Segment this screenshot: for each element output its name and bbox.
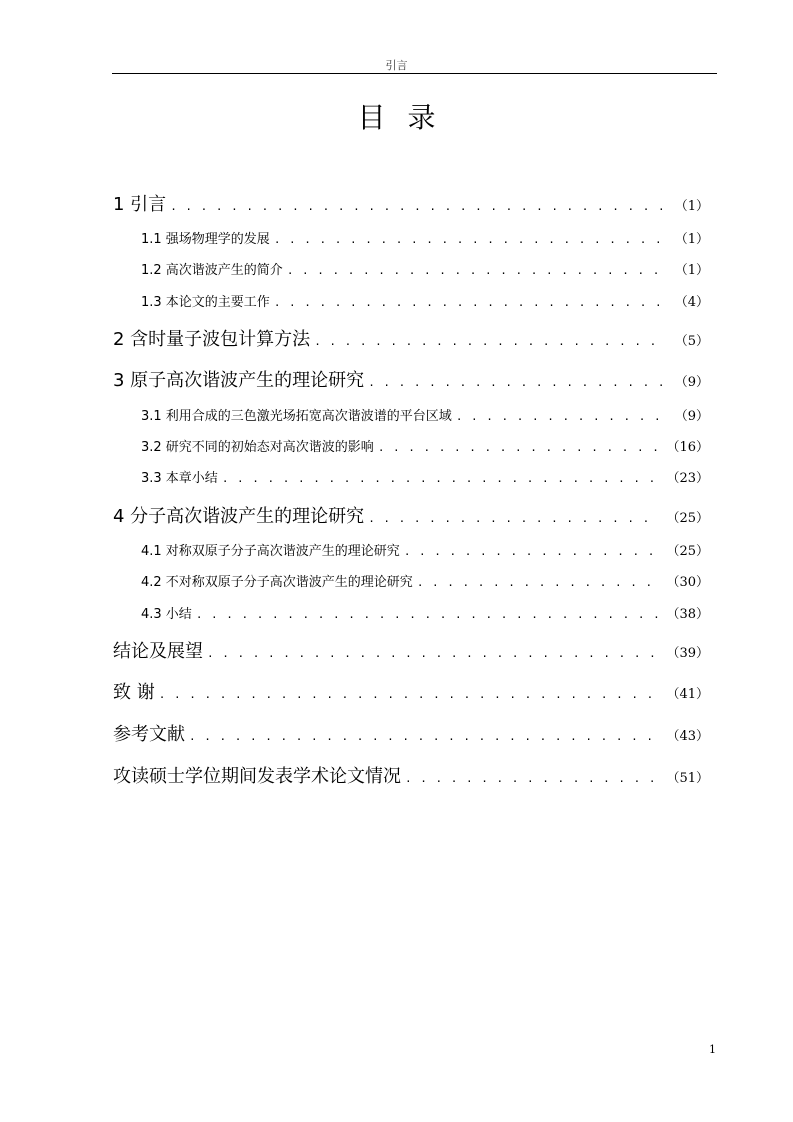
toc-entry[interactable]	[141, 259, 709, 278]
toc-entry-page: （9）	[674, 375, 709, 390]
toc-entry[interactable]	[113, 762, 709, 788]
toc-entry-page: （23）	[666, 471, 709, 486]
dot-leader	[456, 410, 667, 423]
toc-entry[interactable]	[113, 637, 709, 663]
toc-entry-page: （39）	[666, 646, 709, 661]
toc-entry-page: （4）	[674, 295, 709, 310]
toc-entry-page: （25）	[666, 511, 709, 526]
dot-leader	[159, 688, 661, 701]
dot-leader	[404, 545, 661, 558]
toc-entry-label: 1 引言	[113, 194, 167, 215]
toc-entry-label: 1.2 高次谐波产生的简介	[141, 263, 283, 278]
toc-entry[interactable]	[141, 436, 709, 455]
dot-leader	[207, 647, 660, 660]
toc-entry-label: 攻读硕士学位期间发表学术论文情况	[113, 766, 401, 787]
page-number: 1	[709, 1043, 716, 1056]
toc-entry[interactable]	[113, 678, 709, 704]
toc-entry-label: 4.3 小结	[141, 607, 192, 622]
toc-entry-page: （5）	[674, 334, 709, 349]
toc-entry[interactable]	[141, 467, 709, 486]
toc-entry-page: （38）	[666, 607, 709, 622]
toc-entry-label: 1.1 强场物理学的发展	[141, 232, 270, 247]
dot-leader	[287, 264, 667, 277]
dot-leader	[378, 441, 661, 454]
toc-entry-page: （9）	[674, 409, 709, 424]
toc-entry-page: （16）	[666, 440, 709, 455]
toc-entry-label: 3.1 利用合成的三色激光场拓宽高次谐波谱的平台区域	[141, 409, 452, 424]
toc-entry-page: （30）	[666, 575, 709, 590]
toc-entry-label: 4 分子高次谐波产生的理论研究	[113, 506, 365, 527]
toc-entry-page: （1）	[674, 263, 709, 278]
toc-entry[interactable]	[141, 405, 709, 424]
dot-leader	[417, 576, 661, 589]
dot-leader	[274, 233, 667, 246]
toc-entry[interactable]	[141, 540, 709, 559]
toc-entry-label: 2 含时量子波包计算方法	[113, 329, 311, 350]
toc-entry-label: 4.2 不对称双原子分子高次谐波产生的理论研究	[141, 575, 413, 590]
toc-entry-page: （43）	[666, 729, 709, 744]
toc-entry[interactable]	[113, 720, 709, 746]
toc-entry[interactable]	[141, 228, 709, 247]
dot-leader	[274, 296, 667, 309]
toc-entry-label: 致 谢	[113, 682, 155, 703]
dot-leader	[368, 512, 660, 525]
dot-leader	[405, 772, 660, 785]
toc-entry-page: （51）	[666, 771, 709, 786]
toc-entry[interactable]	[113, 190, 709, 216]
dot-leader	[189, 730, 660, 743]
toc-title: 目录	[357, 101, 458, 134]
toc-entry[interactable]	[113, 502, 709, 528]
toc-entry[interactable]	[113, 366, 709, 392]
dot-leader	[368, 376, 667, 389]
dot-leader	[314, 335, 667, 348]
toc-entry-page: （1）	[674, 232, 709, 247]
toc-entry-label: 结论及展望	[113, 641, 203, 662]
toc-entry-page: （41）	[666, 687, 709, 702]
toc-entry-label: 4.1 对称双原子分子高次谐波产生的理论研究	[141, 544, 400, 559]
toc-entry-label: 3.2 研究不同的初始态对高次谐波的影响	[141, 440, 374, 455]
toc-entry-page: （25）	[666, 544, 709, 559]
toc-entry-label: 3 原子高次谐波产生的理论研究	[113, 370, 365, 391]
dot-leader	[196, 608, 661, 621]
toc-entry[interactable]	[141, 603, 709, 622]
dot-leader	[222, 472, 661, 485]
running-header: 引言	[385, 59, 408, 72]
toc-entry-label: 1.3 本论文的主要工作	[141, 295, 270, 310]
dot-leader	[170, 200, 667, 213]
toc-entry-label: 3.3 本章小结	[141, 471, 218, 486]
toc-entry[interactable]	[141, 291, 709, 310]
toc-entry-page: （1）	[674, 199, 709, 214]
header-rule	[112, 73, 717, 74]
toc-entry[interactable]	[113, 325, 709, 351]
toc-entry[interactable]	[141, 571, 709, 590]
toc-entry-label: 参考文献	[113, 724, 185, 745]
